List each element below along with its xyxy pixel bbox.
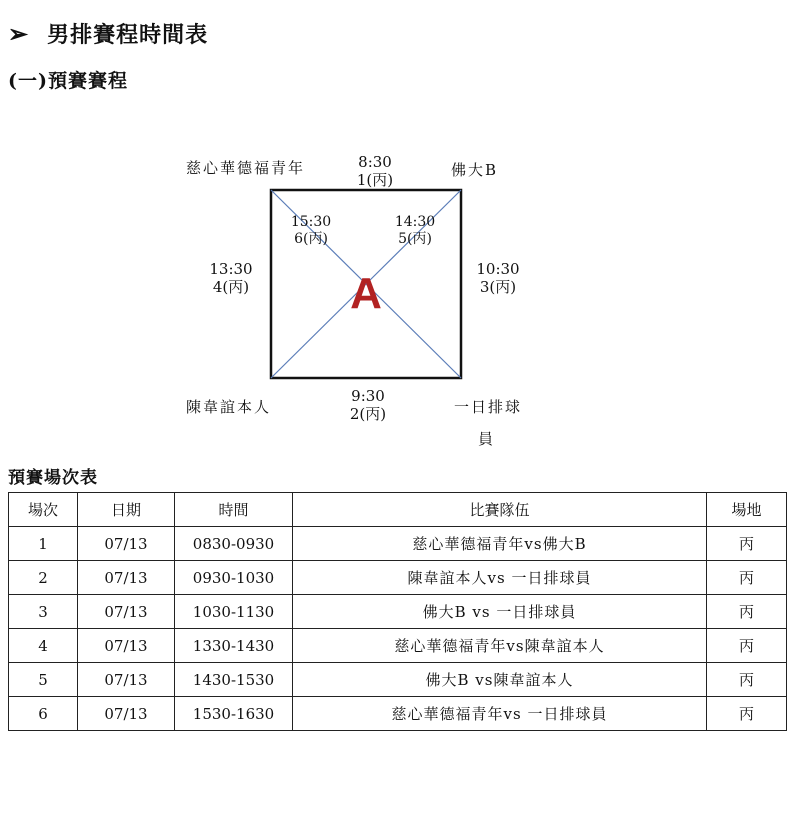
teams-cell: 陳韋誼本人vs 一日排球員	[293, 561, 707, 595]
pool-letter: A	[350, 269, 382, 318]
game-1-label	[345, 153, 405, 189]
teams-cell: 佛大B vs陳韋誼本人	[293, 663, 707, 697]
table-row	[9, 697, 787, 731]
team-bottom-right-cont: 員	[478, 430, 496, 448]
header-cell: 日期	[78, 493, 175, 527]
schedule-table	[8, 492, 787, 731]
teams-cell: 慈心華德福青年vs 一日排球員	[293, 697, 707, 731]
venue-cell: 丙	[707, 595, 787, 629]
game-6-label	[281, 214, 341, 248]
game-time: 14:30	[394, 214, 436, 230]
game-no-cell: 6	[9, 697, 78, 731]
table-row	[9, 629, 787, 663]
venue-cell: 丙	[707, 629, 787, 663]
time-cell: 1030-1130	[175, 595, 293, 629]
table-header-row	[9, 493, 787, 527]
game-number: 6(丙)	[294, 231, 328, 247]
game-time: 13:30	[209, 260, 253, 278]
teams-cell: 慈心華德福青年vs佛大B	[293, 527, 707, 561]
game-2-label	[338, 387, 398, 423]
date-cell: 07/13	[78, 663, 175, 697]
teams-cell: 佛大B vs 一日排球員	[293, 595, 707, 629]
page-title-text: 男排賽程時間表	[47, 21, 209, 48]
header-cell: 比賽隊伍	[293, 493, 707, 527]
game-time: 10:30	[476, 260, 520, 278]
time-cell: 1530-1630	[175, 697, 293, 731]
team-top-right: 佛大B	[451, 161, 499, 179]
arrow-bullet-icon: ➢	[8, 18, 30, 48]
time-cell: 0930-1030	[175, 561, 293, 595]
venue-cell: 丙	[707, 697, 787, 731]
header-cell: 場次	[9, 493, 78, 527]
game-no-cell: 3	[9, 595, 78, 629]
game-no-cell: 2	[9, 561, 78, 595]
game-5-label	[385, 214, 445, 248]
teams-cell: 慈心華德福青年vs陳韋誼本人	[293, 629, 707, 663]
team-bottom-right: 一日排球	[454, 398, 523, 416]
table-row	[9, 561, 787, 595]
team-top-left: 慈心華德福青年	[186, 159, 306, 177]
game-time: 8:30	[358, 153, 392, 171]
venue-cell: 丙	[707, 527, 787, 561]
game-3-label	[468, 260, 528, 296]
time-cell: 1330-1430	[175, 629, 293, 663]
schedule-title: 預賽場次表	[8, 468, 98, 488]
time-cell: 0830-0930	[175, 527, 293, 561]
date-cell: 07/13	[78, 527, 175, 561]
game-time: 9:30	[351, 387, 385, 405]
game-number: 2(丙)	[349, 405, 387, 423]
table-row	[9, 527, 787, 561]
game-number: 5(丙)	[398, 231, 432, 247]
team-bottom-left: 陳韋誼本人	[186, 398, 272, 416]
date-cell: 07/13	[78, 561, 175, 595]
date-cell: 07/13	[78, 697, 175, 731]
game-time: 15:30	[290, 214, 332, 230]
game-number: 1(丙)	[356, 171, 394, 189]
game-no-cell: 1	[9, 527, 78, 561]
date-cell: 07/13	[78, 629, 175, 663]
game-no-cell: 5	[9, 663, 78, 697]
date-cell: 07/13	[78, 595, 175, 629]
table-row	[9, 595, 787, 629]
game-no-cell: 4	[9, 629, 78, 663]
game-number: 3(丙)	[479, 278, 517, 296]
venue-cell: 丙	[707, 561, 787, 595]
section-subtitle: (一)預賽賽程	[8, 70, 128, 92]
venue-cell: 丙	[707, 663, 787, 697]
table-row	[9, 663, 787, 697]
time-cell: 1430-1530	[175, 663, 293, 697]
game-4-label	[201, 260, 261, 296]
header-cell: 場地	[707, 493, 787, 527]
game-number: 4(丙)	[212, 278, 250, 296]
header-cell: 時間	[175, 493, 293, 527]
